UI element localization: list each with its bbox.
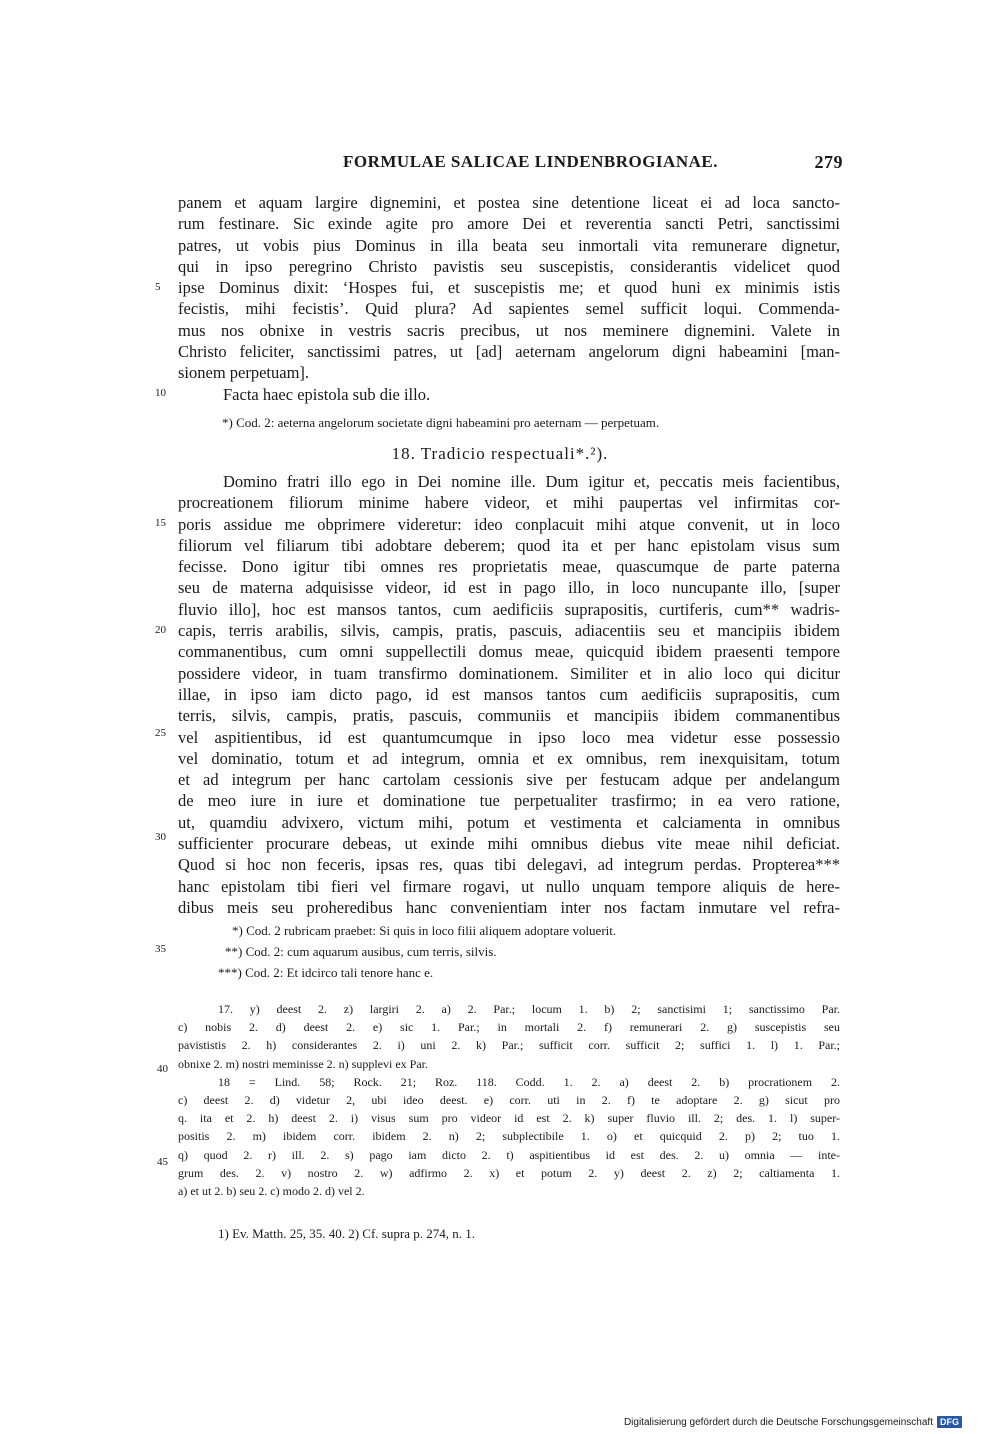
footer-text: Digitalisierung gefördert durch die Deutsche Forschungsgemeinschaft xyxy=(623,1416,933,1428)
text-line: Christo feliciter, sanctissimi patres, ut [ad] aeternam angelorum digni habeamini [man- xyxy=(178,342,840,362)
text-line: patres, ut vobis pius Dominus in illa beata seu inmortali vita remunerare dignetur, xyxy=(178,235,840,255)
line-number: 10 xyxy=(155,387,166,399)
text-line: mus nos obnixe in vestris sacris precibus, ut nos meminere dignemini. Valete in xyxy=(178,320,840,340)
text-line: seu de materna adquisisse videor, id est in pago illo, in loco nuncupante illo, [super xyxy=(178,578,840,598)
star-note: **) Cod. 2: cum aquarum ausibus, cum terris, silvis. xyxy=(225,944,497,959)
running-title: FORMULAE SALICAE LINDENBROGIANAE. xyxy=(343,152,718,171)
text-line: possidere videor, in tuam transfirmo dominationem. Similiter et in alio loco qui dicitur xyxy=(178,663,840,683)
text-line: rum festinare. Sic exinde agite pro amore Dei et reverentia sancti Petri, sanctissimi xyxy=(178,214,840,234)
apparatus-line: 17. y) deest 2. z) largiri 2. a) 2. Par.; locum 1. b) 2; sanctisimi 1; sanctissimo Par. xyxy=(218,1002,840,1016)
apparatus-line: pavististis 2. h) considerantes 2. i) uni 2. k) Par.; sufficit corr. sufficit 2; suffici 1. l) 1. Par.; xyxy=(178,1038,840,1053)
page-number: 279 xyxy=(814,152,843,172)
formula-17-text xyxy=(178,192,840,405)
text-line: poris assidue me obprimere videretur: ideo conplacuit mihi atque convenit, ut in loco xyxy=(178,514,840,534)
text-line: vel aspitientibus, id est quantumcumque in ipso loco mea videtur esse possessio xyxy=(178,727,840,747)
text-line: ipse Dominus dixit: ‘Hospes fui, et suscepistis me; et quod huni ex minimis istis xyxy=(178,278,840,298)
text-line: commanentibus, cum omni suppellectili domus meae, quicquid ibidem praesenti tempore xyxy=(178,642,840,662)
text-line: Domino fratri illo ego in Dei nomine ille. Dum igitur et, peccatis meis facientibus, xyxy=(223,472,840,491)
apparatus-line: 18 = Lind. 58; Rock. 21; Roz. 118. Codd. 1. 2. a) deest 2. b) procrationem 2. xyxy=(218,1074,840,1089)
apparatus-line: q. ita et 2. h) deest 2. i) visus sum pro videor id est 2. k) super fluvio ill. 2; des. 1. l) super- xyxy=(178,1111,840,1126)
text-line: sufficienter procurare debeas, ut exinde mihi omnibus diebus vite meae nihil deficiat. xyxy=(178,834,840,854)
line-number: 35 xyxy=(155,943,166,955)
apparatus-line: grum des. 2. v) nostro 2. w) adfirmo 2. x) et potum 2. y) deest 2. z) 2; caltiamenta 1. xyxy=(178,1165,840,1180)
apparatus-line: c) deest 2. d) videtur 2, ubi ideo deest. e) corr. uti in 2. f) te adoptare 2. g) sicut pro xyxy=(178,1092,840,1107)
text-line: capis, terris arabilis, silvis, campis, pratis, pascuis, adiacentiis seu et mancipiis ibidem xyxy=(178,621,840,641)
formula-18-text xyxy=(178,471,840,918)
text-line: fecisse. Dono igitur tibi omnes res proprietatis meae, quascumque de parte paterna xyxy=(178,557,840,577)
apparatus-line: obnixe 2. m) nostri meminisse 2. n) supplevi ex Par. xyxy=(178,1056,428,1071)
apparatus-line: positis 2. m) ibidem corr. ibidem 2. n) 2; subplectibile 1. o) et quicquid 2. p) 2; tuo 1. xyxy=(178,1129,840,1144)
line-number: 30 xyxy=(155,831,166,843)
line-number: 25 xyxy=(155,727,166,739)
text-line: terris, silvis, campis, pratis, pascuis, communiis et mancipiis ibidem commanentibus xyxy=(178,706,840,726)
text-line: panem et aquam largire dignemini, et postea sine detentione liceat ei ad loca sancto- xyxy=(178,193,840,212)
text-line: illae, in ipso iam dicto pago, id est mansos tantos cum aedificiis suprapositis, cum xyxy=(178,684,840,704)
text-line: filiorum vel filiarum tibi adobtare deberem; quod ita et per hanc epistolam visus sum xyxy=(178,535,840,555)
text-line: qui in ipso peregrino Christo pavistis seu suscepistis, considerantis videlicet quod xyxy=(178,256,840,276)
variant-note: *) Cod. 2: aeterna angelorum societate digni habeamini pro aeternam — perpetuam. xyxy=(222,415,660,430)
text-line: et ad integrum per hanc cartolam cessionis sive per festucam adque per andelangum xyxy=(178,770,840,790)
text-line: sionem perpetuam]. xyxy=(178,363,310,383)
line-number: 20 xyxy=(155,624,166,636)
text-line: Facta haec epistola sub die illo. xyxy=(223,384,431,404)
text-line: fluvio illo], hoc est mansos tantos, cum aedificiis suprapositis, curtiferis, cum** wadris- xyxy=(178,599,840,619)
text-line: de meo iure in iure et dominatione tue perpetualiter trasfirmo; in ea vero ratione, xyxy=(178,791,840,811)
section-heading: 18. Tradicio respectuali*.²). xyxy=(391,444,609,463)
line-number: 15 xyxy=(155,517,166,529)
text-line: ut, quamdiu advixero, victum mihi, potum et vestimenta et calciamenta in omnibus xyxy=(178,812,840,832)
text-line: fecistis, mihi fecistis’. Quid plura? Ad sapientes semel sufficit loqui. Commenda- xyxy=(178,299,840,319)
text-line: Quod si hoc non feceris, ipsas res, quas tibi delegavi, ad integrum perdas. Propterea*** xyxy=(178,855,840,875)
apparatus-line: a) et ut 2. b) seu 2. c) modo 2. d) vel 2. xyxy=(178,1183,365,1198)
star-note: *) Cod. 2 rubricam praebet: Si quis in loco filii aliquem adoptare voluerit. xyxy=(232,923,617,938)
apparatus-line: c) nobis 2. d) deest 2. e) sic 1. Par.; in mortali 2. f) remunerari 2. g) suscepistis seu xyxy=(178,1020,840,1035)
line-number: 5 xyxy=(155,281,161,293)
text-line: dibus meis seu proheredibus hanc convenientiam inter nos factam inmutare vel refra- xyxy=(178,897,840,917)
apparatus-line: q) quod 2. r) ill. 2. s) pago iam dicto 2. t) aspitientibus id est des. 2. u) omnia — inte- xyxy=(178,1147,840,1162)
star-note: ***) Cod. 2: Et idcirco tali tenore hanc e. xyxy=(218,965,434,980)
text-line: vel dominatio, totum et ad integrum, omnia et ex omnibus, rem inexquisitam, totum xyxy=(178,748,840,768)
digitization-footer xyxy=(624,1416,962,1428)
text-line: hanc epistolam tibi fieri vel firmare rogavi, ut nullo unquam tempore aliquis de here- xyxy=(178,876,840,896)
critical-apparatus xyxy=(178,1000,840,1200)
line-number: 40 xyxy=(157,1063,168,1075)
line-number: 45 xyxy=(157,1156,168,1168)
references: 1) Ev. Matth. 25, 35. 40. 2) Cf. supra p. 274, n. 1. xyxy=(218,1226,475,1241)
dfg-logo: DFG xyxy=(937,1416,962,1428)
text-line: procreationem filiorum minime habere videor, et mihi paupertas vel infirmitas cor- xyxy=(178,493,840,513)
